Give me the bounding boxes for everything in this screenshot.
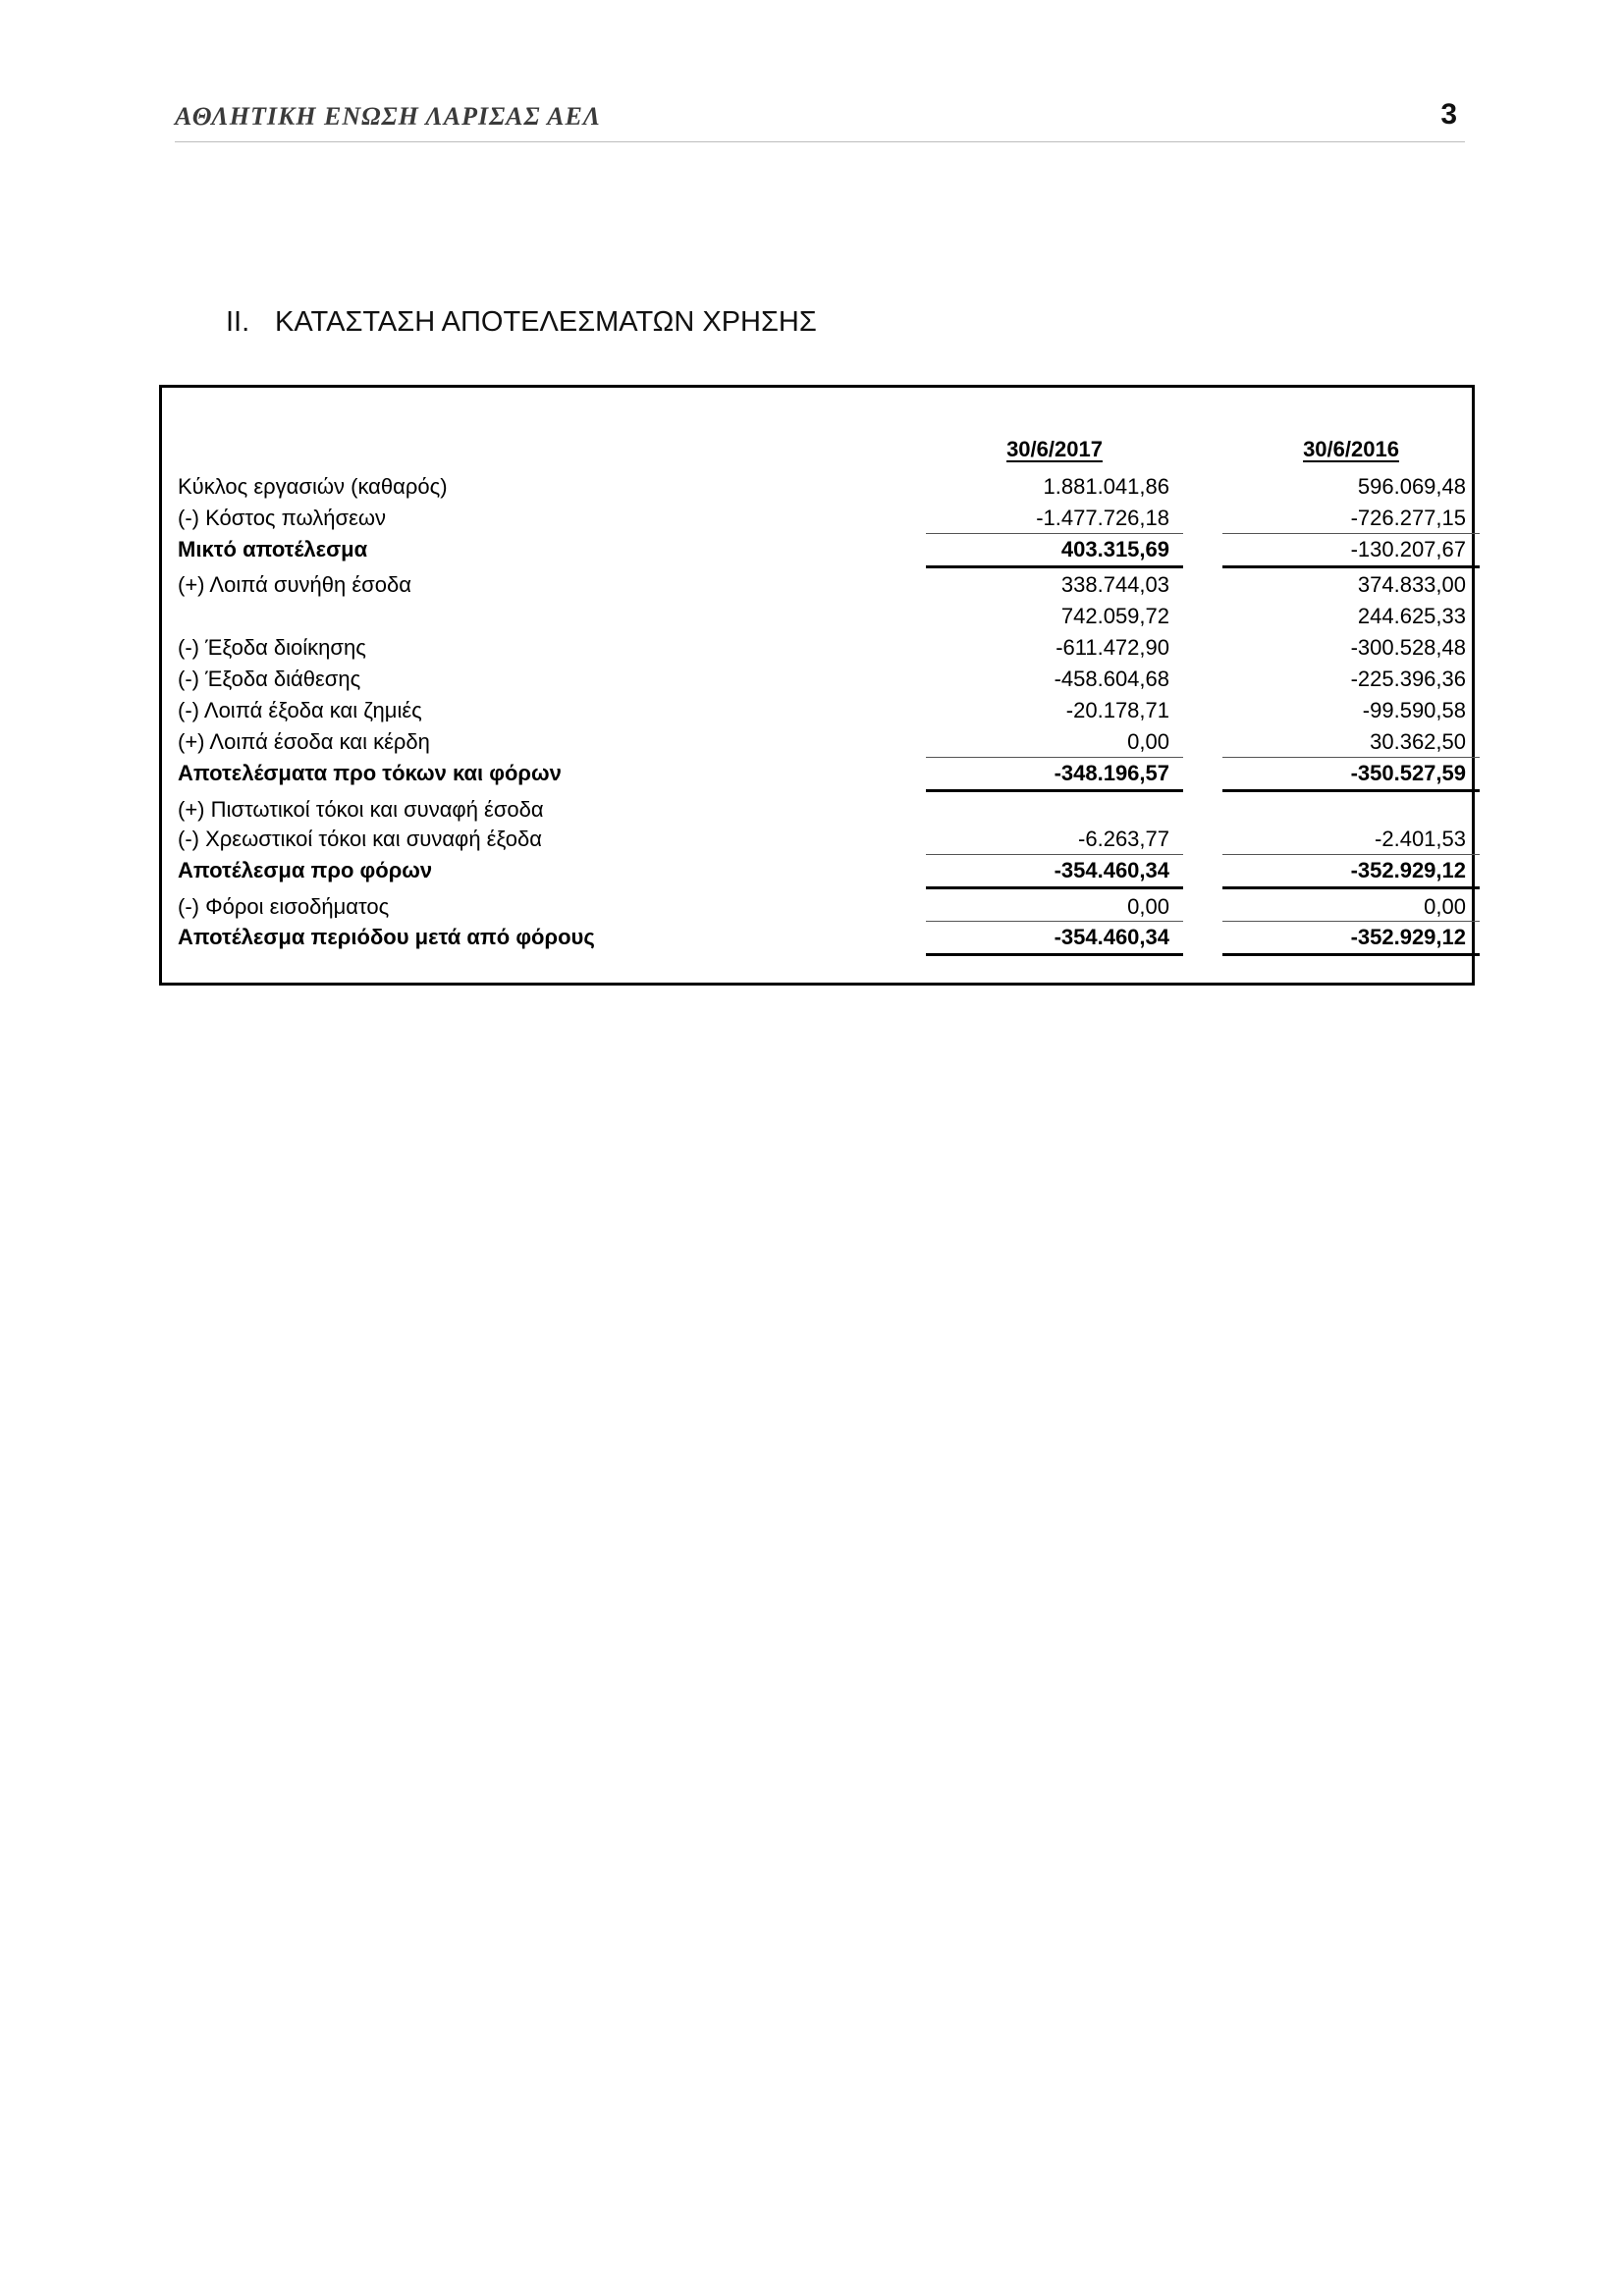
value-2016: 30.362,50 <box>1370 729 1466 754</box>
value-2017: -20.178,71 <box>1065 698 1169 722</box>
table-row <box>162 757 1472 788</box>
header-title: ΑΘΛΗΤΙΚΗ ΕΝΩΣΗ ΛΑΡΙΣΑΣ ΑΕΛ <box>175 102 602 131</box>
row-label: (-) Έξοδα διοίκησης <box>178 635 366 660</box>
value-2016: 596.069,48 <box>1357 474 1466 499</box>
value-2016: -726.277,15 <box>1350 506 1466 530</box>
value-2017: 403.315,69 <box>1060 537 1169 561</box>
row-label: Αποτέλεσμα προ φόρων <box>178 858 433 882</box>
value-2016: -300.528,48 <box>1350 635 1466 660</box>
row-label: Αποτέλεσμα περιόδου μετά από φόρους <box>178 925 595 949</box>
value-2017: 742.059,72 <box>1060 604 1169 628</box>
row-label: (+) Λοιπά έσοδα και κέρδη <box>178 729 430 754</box>
total-rule <box>926 886 1183 889</box>
total-rule <box>1222 953 1480 956</box>
value-2017: -6.263,77 <box>1078 827 1169 851</box>
value-2016: -2.401,53 <box>1375 827 1466 851</box>
row-label: (-) Φόροι εισοδήματος <box>178 894 390 919</box>
table-row <box>162 533 1472 564</box>
table-row <box>162 600 1472 631</box>
row-label: (+) Λοιπά συνήθη έσοδα <box>178 572 411 597</box>
value-2016: -99.590,58 <box>1362 698 1466 722</box>
table-row <box>162 725 1472 757</box>
page-header <box>175 98 1465 142</box>
value-2017: -611.472,90 <box>1056 635 1169 660</box>
row-label: (-) Κόστος πωλήσεων <box>178 506 387 530</box>
row-label: Αποτελέσματα προ τόκων και φόρων <box>178 761 562 785</box>
value-2016: -130.207,67 <box>1350 537 1466 561</box>
page-number: 3 <box>1440 98 1457 131</box>
row-label: Μικτό αποτέλεσμα <box>178 537 368 561</box>
row-label: (+) Πιστωτικοί τόκοι και συναφή έσοδα <box>178 797 544 822</box>
income-statement-table <box>159 385 1475 986</box>
value-2016: 374.833,00 <box>1357 572 1466 597</box>
table-row <box>162 890 1472 922</box>
table-row <box>162 502 1472 533</box>
row-label: (-) Χρεωστικοί τόκοι και συναφή έξοδα <box>178 827 542 851</box>
total-rule <box>1222 886 1480 889</box>
table-row <box>162 663 1472 694</box>
column-header-2016: 30/6/2016 <box>1303 437 1399 461</box>
table-row <box>162 854 1472 885</box>
value-2016: -225.396,36 <box>1350 667 1466 691</box>
row-label: Κύκλος εργασιών (καθαρός) <box>178 474 448 499</box>
total-rule <box>1222 789 1480 792</box>
total-rule <box>926 953 1183 956</box>
value-2016: -352.929,12 <box>1350 925 1466 949</box>
table-row <box>162 631 1472 663</box>
table-row <box>162 694 1472 725</box>
table-row <box>162 470 1472 502</box>
value-2017: 0,00 <box>1127 894 1169 919</box>
value-2017: 0,00 <box>1127 729 1169 754</box>
value-2017: -458.604,68 <box>1054 667 1169 691</box>
value-2016: 244.625,33 <box>1357 604 1466 628</box>
section-title <box>226 306 817 339</box>
total-rule <box>926 789 1183 792</box>
value-2017: 338.744,03 <box>1060 572 1169 597</box>
row-label: (-) Λοιπά έξοδα και ζημιές <box>178 698 422 722</box>
section-heading: ΚΑΤΑΣΤΑΣΗ ΑΠΟΤΕΛΕΣΜΑΤΩΝ ΧΡΗΣΗΣ <box>275 306 817 338</box>
value-2017: 1.881.041,86 <box>1043 474 1169 499</box>
value-2017: -1.477.726,18 <box>1036 506 1169 530</box>
value-2016: -350.527,59 <box>1350 761 1466 785</box>
table-row <box>162 793 1472 825</box>
value-2016: -352.929,12 <box>1350 858 1466 882</box>
column-header-2017: 30/6/2017 <box>1006 437 1103 461</box>
value-2017: -354.460,34 <box>1054 925 1169 949</box>
value-2016: 0,00 <box>1424 894 1466 919</box>
value-2017: -348.196,57 <box>1054 761 1169 785</box>
value-2017: -354.460,34 <box>1054 858 1169 882</box>
table-row <box>162 568 1472 600</box>
section-number: II. <box>226 306 250 338</box>
table-row <box>162 921 1472 952</box>
table-row <box>162 823 1472 854</box>
row-label: (-) Έξοδα διάθεσης <box>178 667 361 691</box>
